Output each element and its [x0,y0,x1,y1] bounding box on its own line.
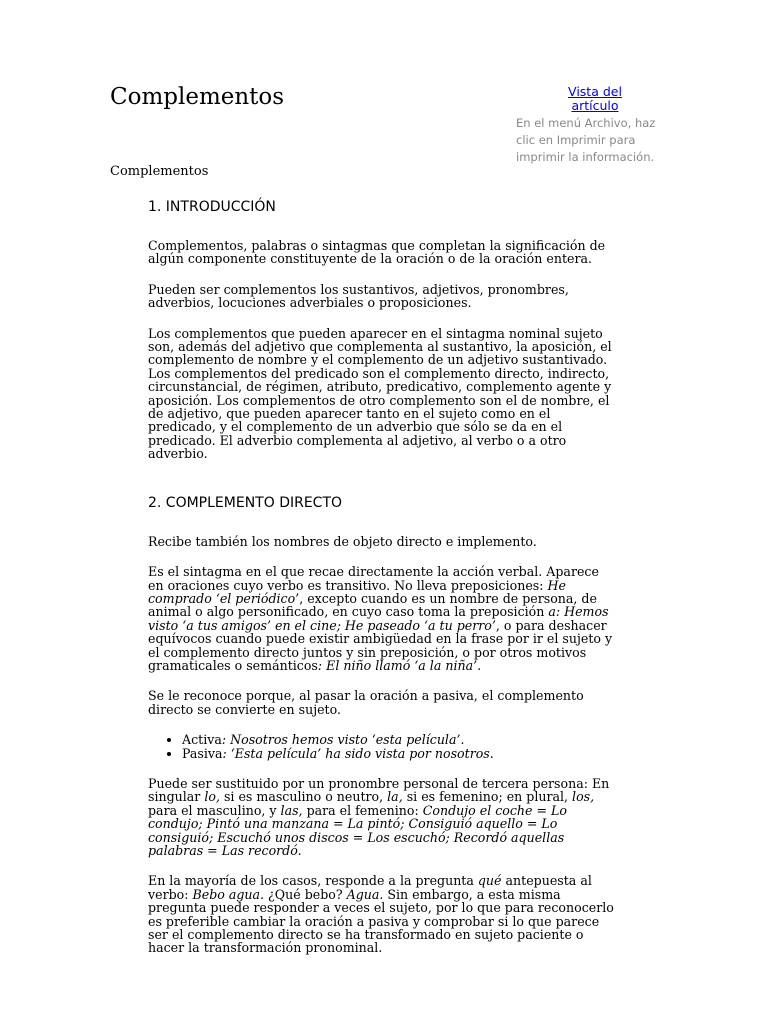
paragraph: Pueden ser complementos los sustantivos, adjetivos, pronombres, adverbios, locuciones adverbiales o proposiciones. [148,281,569,311]
article-subtitle: Complementos [110,164,209,179]
print-view-link[interactable]: Vista del artículo [568,84,622,113]
paragraph: Los complementos que pueden aparecer en el sintagma nominal sujeto son, además del adjetivo que complementa al sustantivo, la aposición, el complemento de nombre y el complemento de un adjetivo sustantivado. Los complementos del predicado son el complemento directo, indirecto, circunstancial, de régimen, atributo, predicativo, complemento agente y aposición. Los complementos de otro complemento son el de nombre, el de adjetivo, que pueden aparecer tanto en el sujeto como en el predicado, y el complemento de un adverbio que sólo se da en el predicado. El adverbio complementa al adjetivo, al verbo o a otro adverbio. [148,325,612,462]
paragraph: Puede ser sustituido por un pronombre personal de tercera persona: En singular lo, si es masculino o neutro, la, si es femenino; en plural, los, para el masculino, y las, para el femenino: Condujo el coche = Lo condujo; Pintó una manzana = La pintó; Consiguió aquello = Lo consiguió; Escuchó unos discos = Los escuchó; Recordó aquellas palabras = Las recordó. [148,775,610,858]
section-heading-complemento-directo: 2. COMPLEMENTO DIRECTO [148,494,343,511]
paragraph: Se le reconoce porque, al pasar la oración a pasiva, el complemento directo se convierte en sujeto. [148,688,584,717]
example-text: : ‘Esta película’ ha sido vista por nosotros [222,745,490,761]
paragraph: Recibe también los nombres de objeto directo e implemento. [148,533,537,549]
example-text: He comprado ‘el periódico’ [148,577,566,606]
section-heading-introduccion: 1. INTRODUCCIÓN [148,199,276,215]
list-item: • Activa: Nosotros hemos visto ‘esta película’. [182,733,618,746]
print-instructions: En el menú Archivo, haz clic en Imprimir para imprimir la información. [516,116,656,164]
paragraph: Complementos, palabras o sintagmas que completan la significación de algún componente constituyente de la oración o de la oración entera. [148,238,606,267]
list-item: • Pasiva: ‘Esta película’ ha sido vista por nosotros. [182,747,618,760]
example-text: : El niño llamó ‘a la niña’ [317,657,478,673]
paragraph: Es el sintagma en el que recae directamente la acción verbal. Aparece en oraciones cuyo verbo es transitivo. No lleva preposiciones: He comprado ‘el periódico’, excepto cuando es un nombre de persona, de animal o algo personificado, en cuyo caso toma la preposición a: Hemos visto ‘a tus amigos’ en el cine; He paseado ‘a tu perro’, o para deshacer equívocos cuando puede existir ambigüedad en la frase por ir el sujeto y el complemento directo juntos y sin preposición, o por otros motivos gramaticales o semánticos: El niño llamó ‘a la niña’. [148,564,613,673]
paragraph: En la mayoría de los casos, responde a la pregunta qué antepuesta al verbo: Bebo agua. ¿Qué bebo? Agua. Sin embargo, a esta misma pregunta puede responder a veces el sujeto, por lo que para reconocerlo es preferible cambiar la oración a pasiva y comprobar si lo que parece ser el complemento directo se ha transformado en sujeto paciente o hacer la transformación pronominal. [148,873,614,956]
example-text: : Nosotros hemos visto ‘esta película’ [221,732,461,748]
article-body [148,197,618,955]
page-title: Complementos [110,84,285,110]
example-list [148,733,618,760]
example-text: a: Hemos visto ‘a tus amigos’ en el cine; He paseado ‘a tu perro’ [148,604,609,633]
example-text: Condujo el coche = Lo condujo; Pintó una manzana = La pintó; Consiguió aquello = Lo consiguió; Escuchó unos discos = Los escuchó; Recordó aquellas palabras = Las recordó. [148,802,567,858]
